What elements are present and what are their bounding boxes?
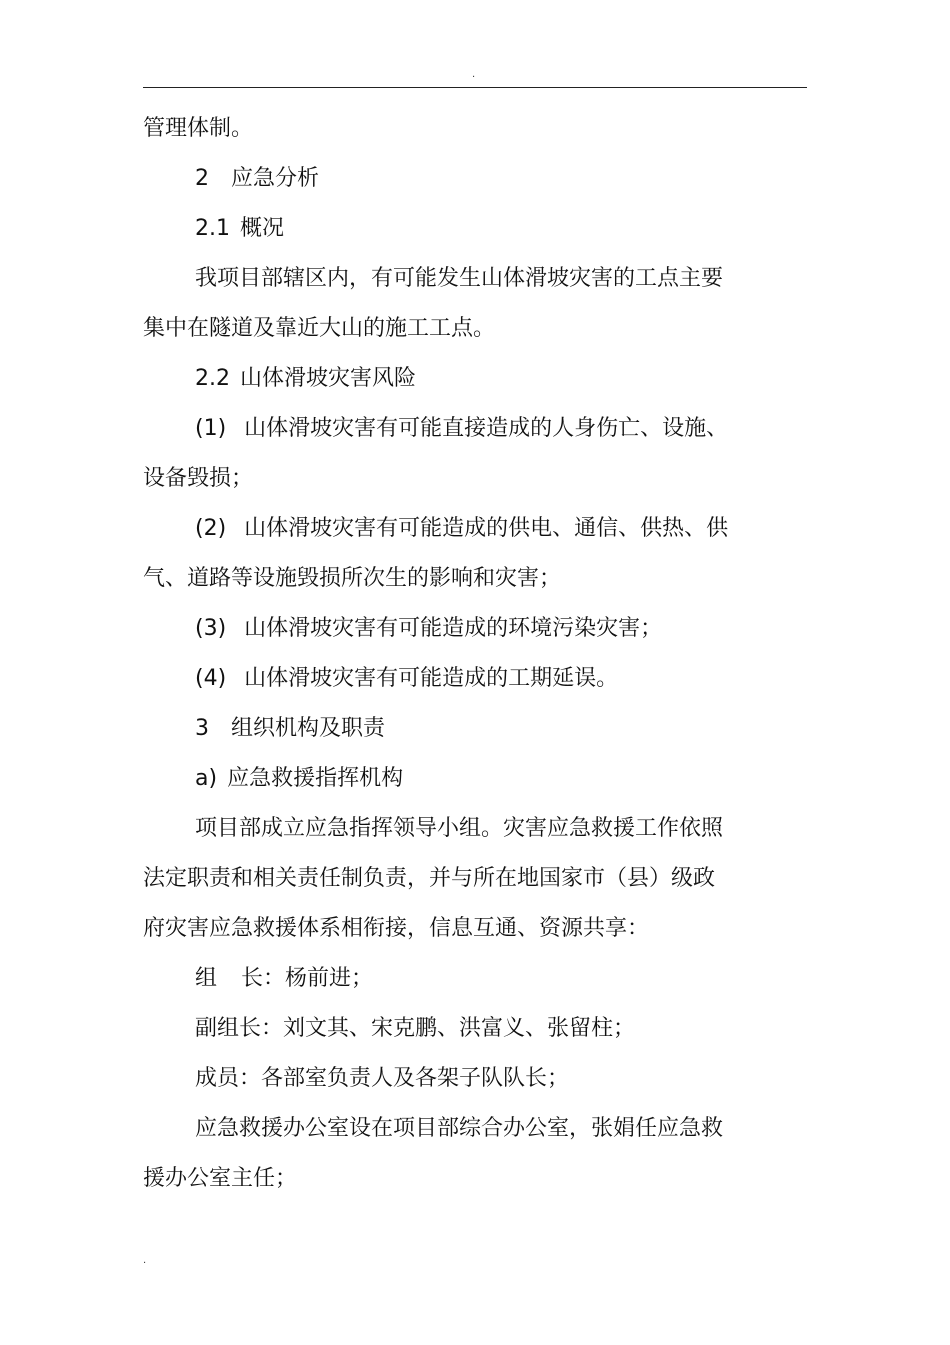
text-line: 管理体制。	[143, 116, 254, 141]
list-item-continuation: 气、道路等设施毁损所次生的影响和灾害；	[143, 566, 562, 591]
paragraph-line: 法定职责和相关责任制负责，并与所在地国家市（县）级政	[143, 866, 716, 891]
paragraph-line: 应急救援办公室设在项目部综合办公室，张娟任应急救	[195, 1116, 724, 1141]
section-number: 2	[195, 166, 209, 191]
list-text: 山体滑坡灾害有可能造成的供电、通信、供热、供	[244, 516, 729, 541]
list-text: 山体滑坡灾害有可能造成的工期延误。	[244, 666, 619, 691]
section-heading	[195, 164, 319, 194]
list-text: 山体滑坡灾害有可能造成的环境污染灾害；	[244, 616, 663, 641]
list-number: (4)	[195, 666, 227, 691]
deputy-line: 副组长：刘文其、宋克鹏、洪富义、张留柱；	[195, 1016, 636, 1041]
subsection-title: 山体滑坡灾害风险	[240, 366, 417, 391]
leader-label-a: 组	[195, 966, 218, 991]
header-mark: .	[472, 69, 476, 80]
subsection-number: 2.1	[195, 216, 230, 241]
list-item-continuation: 设备毁损；	[143, 466, 254, 491]
header-rule	[143, 87, 807, 88]
list-number: (2)	[195, 516, 227, 541]
list-item	[195, 414, 728, 444]
subsection-title: 应急救援指挥机构	[227, 766, 404, 791]
subsection-title: 概况	[240, 216, 285, 241]
subsection-heading	[195, 364, 416, 394]
paragraph-line: 我项目部辖区内，有可能发生山体滑坡灾害的工点主要	[195, 266, 724, 291]
members-line: 成员：各部室负责人及各架子队队长；	[195, 1066, 570, 1091]
subsection-number: a)	[195, 766, 218, 791]
list-number: (3)	[195, 616, 227, 641]
leader-label-b: 长：杨前进；	[241, 966, 374, 991]
list-text: 山体滑坡灾害有可能直接造成的人身伤亡、设施、	[244, 416, 729, 441]
list-item	[195, 664, 618, 694]
leader-line	[195, 964, 373, 994]
subsection-heading	[195, 764, 403, 794]
list-item	[195, 614, 662, 644]
paragraph-line: 府灾害应急救援体系相衔接，信息互通、资源共享：	[143, 916, 650, 941]
list-item	[195, 514, 728, 544]
section-title: 组织机构及职责	[231, 716, 386, 741]
section-title: 应急分析	[231, 166, 320, 191]
footer-mark: .	[143, 1255, 147, 1266]
section-number: 3	[195, 716, 209, 741]
section-heading	[195, 714, 385, 744]
paragraph-line: 援办公室主任；	[143, 1166, 298, 1191]
subsection-number: 2.2	[195, 366, 230, 391]
list-number: (1)	[195, 416, 227, 441]
paragraph-line: 项目部成立应急指挥领导小组。灾害应急救援工作依照	[195, 816, 724, 841]
subsection-heading	[195, 214, 284, 244]
paragraph-line: 集中在隧道及靠近大山的施工工点。	[143, 316, 496, 341]
